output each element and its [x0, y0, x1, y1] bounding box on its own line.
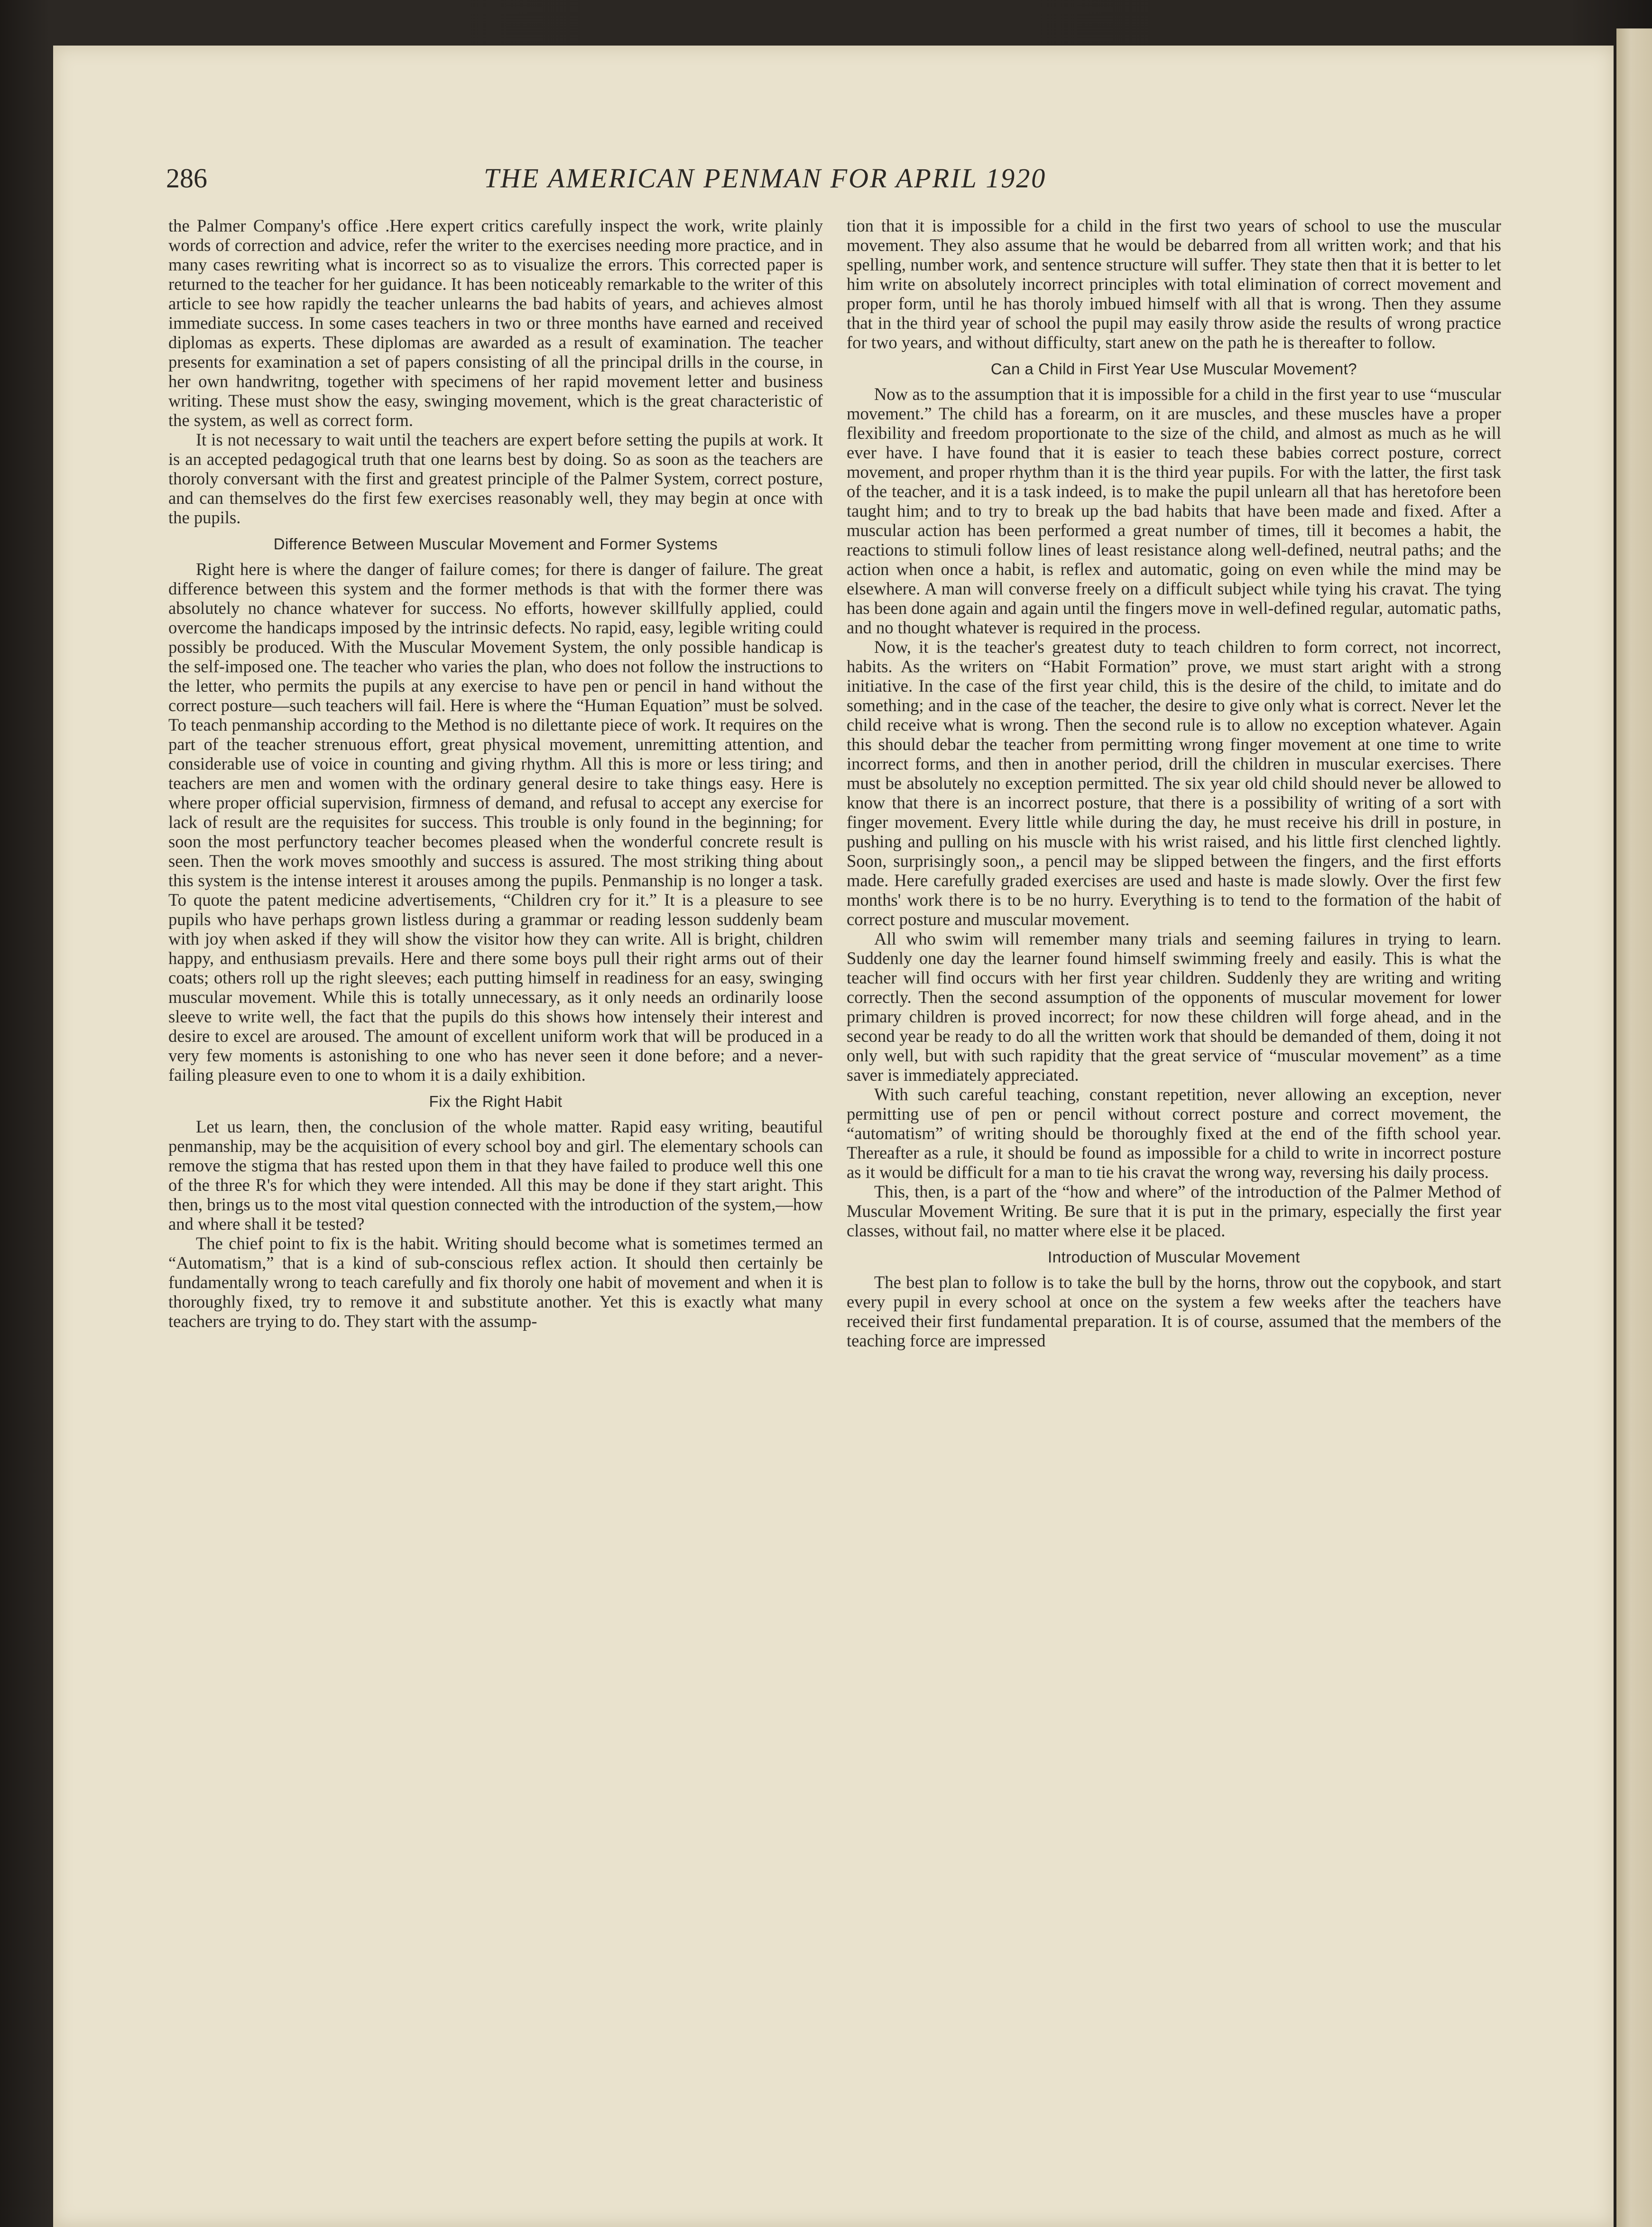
paragraph: Let us learn, then, the conclusion of the whole matter. Rapid easy writing, beautiful penmanship, may be the acquisition of every school boy and girl. The elementary schools can remove the stigma that has rested upon them in that they have failed to produce well this one of the three R's for which they were intended. All this may be done if they start aright. This then, brings us to the most vital question connected with the introduction of the system,—how and where shall it be tested? [168, 1117, 823, 1234]
paragraph: The best plan to follow is to take the bull by the horns, throw out the copybook, and start every pupil in every school at once on the system a few weeks after the teachers have received their first fundamental preparation. It is of course, assumed that the members of the teaching force are impressed [847, 1272, 1501, 1350]
paragraph: The chief point to fix is the habit. Writing should become what is sometimes termed an “Automatism,” that is a kind of sub-conscious reflex action. It should then certainly be fundamentally wrong to teach carefully and fix thoroly one habit of movement and when it is thoroughly fixed, try to remove it and substitute another. Yet this is exactly what many teachers are trying to do. They start with the assump- [168, 1234, 823, 1331]
section-heading: Can a Child in First Year Use Muscular Movement? [990, 360, 1357, 378]
paragraph: It is not necessary to wait until the teachers are expert before setting the pupils at work. It is an accepted pedagogical truth that one learns best by doing. So as soon as the teachers are thoroly conversant with the first and greatest principle of the Palmer System, correct posture, and can themselves do the first few exercises reasonably well, they may begin at once with the pupils. [168, 430, 823, 527]
section-heading: Fix the Right Habit [429, 1093, 563, 1110]
paragraph: the Palmer Company's office .Here expert critics carefully inspect the work, write plainly words of correction and advice, refer the writer to the exercises needing more practice, and in many cases rewriting what is incorrect so as to visualize the errors. This corrected paper is returned to the teacher for her guidance. It has been noticeably remarkable to the writer of this article to see how rapidly the teacher unlearns the bad habits of years, and achieves almost immediate success. In some cases teachers in two or three months have earned and received diplomas as experts. These diplomas are awarded as a result of examination. The teacher presents for examination a set of papers consisting of all the principal drills in the course, in her own handwritng, together with specimens of her rapid movement letter and business writing. These must show the easy, swinging movement, which is the great characteristic of the system, as well as correct form. [168, 216, 823, 430]
adjacent-page-edge [1616, 28, 1652, 2227]
paragraph: tion that it is impossible for a child in the first two years of school to use the muscular movement. They also assume that he would be debarred from all written work; and that his spelling, number work, and sentence structure will suffer. They state then that it is better to let him write on absolutely incorrect principles with total elimination of correct movement and proper form, until he has thoroly imbued himself with all that is wrong. Then they assume that in the third year of school the pupil may easily throw aside the results of wrong practice for two years, and without difficulty, start anew on the path he is thereafter to follow. [847, 216, 1501, 352]
page-number: 286 [166, 163, 207, 194]
paragraph: Right here is where the danger of failure comes; for there is danger of failure. The great difference between this system and the former methods is that with the former there was absolutely no chance whatever for success. No efforts, however skillfully applied, could overcome the handicaps imposed by the intrinsic defects. No rapid, easy, legible writing could possibly be produced. With the Muscular Movement System, the only possible handicap is the self-imposed one. The teacher who varies the plan, who does not follow the instructions to the letter, who permits the pupils at any exercise to have pen or pencil in hand without the correct posture—such teachers will fail. Here is where the “Human Equation” must be solved. To teach penmanship according to the Method is no dilettante piece of work. It requires on the part of the teacher strenuous effort, great physical movement, unremitting attention, and considerable use of voice in counting and giving rhythm. All this is more or less tiring; and teachers are men and women with the ordinary general desire to take things easy. Here is where proper official supervision, firmness of demand, and refusal to accept any exercise for lack of result are the requisites for success. This trouble is only found in the beginning; for soon the most perfunctory teacher becomes pleased when the wonderful concrete result is seen. Then the work moves smoothly and success is assured. The most striking thing about this system is the intense interest it arouses among the pupils. Penmanship is no longer a task. To quote the patent medicine advertisements, “Children cry for it.” It is a pleasure to see pupils who have perhaps grown listless during a grammar or reading lesson suddenly beam with joy when asked if they will show the visitor how they can write. All is bright, children happy, and enthusiasm prevails. Here and there some boys pull their right arms out of their coats; others roll up the right sleeves; each putting himself in readiness for an easy, swinging muscular movement. While this is totally unnecessary, as it only needs an ordinarily loose sleeve to write well, the fact that the pupils do this shows how intensely their interest and desire to excel are aroused. The amount of excellent uniform work that will be produced in a very few moments is astonishing to one who has never seen it done before; and a never-failing pleasure even to one to whom it is a daily exhibition. [168, 559, 823, 1085]
section-heading: Introduction of Muscular Movement [1048, 1248, 1300, 1266]
left-column [168, 216, 823, 2133]
page-header [166, 162, 1195, 205]
running-head: THE AMERICAN PENMAN FOR APRIL 1920 [484, 163, 1047, 194]
section-heading: Difference Between Muscular Movement and Former Systems [273, 535, 718, 553]
paragraph: With such careful teaching, constant repetition, never allowing an exception, never permitting use of pen or pencil without correct posture and correct movement, the “automatism” of writing should be thoroughly fixed at the end of the fifth school year. Thereafter as a rule, it should be found as impossible for a child to write in incorrect posture as it would be difficult for a man to tie his cravat the wrong way, reversing his daily process. [847, 1085, 1501, 1182]
paragraph: All who swim will remember many trials and seeming failures in trying to learn. Suddenly one day the learner found himself swimming freely and easily. This is what the teacher will find occurs with her first year children. Suddenly they are writing and writing correctly. Then the second assumption of the opponents of muscular movement for lower primary children is proved incorrect; for now these children will forge ahead, and in the second year be ready to do all the written work that should be demanded of them, doing it not only well, but with such rapidity that the great service of “muscular movement” as a time saver is immediately appreciated. [847, 929, 1501, 1085]
paragraph: This, then, is a part of the “how and where” of the introduction of the Palmer Method of Muscular Movement Writing. Be sure that it is put in the primary, especially the first year classes, without fail, no matter where else it be placed. [847, 1182, 1501, 1240]
paragraph: Now as to the assumption that it is impossible for a child in the first year to use “muscular movement.” The child has a forearm, on it are muscles, and these muscles have a proper flexibility and freedom proportionate to the size of the child, and almost as much as he will ever have. I have found that it is easier to teach these babies correct posture, correct movement, and proper rhythm than it is the third year pupils. For with the latter, the first task of the teacher, and it is a task indeed, is to make the pupil unlearn all that has heretofore been taught him; and to try to break up the bad habits that have been made and fixed. After a muscular action has been performed a great number of times, till it becomes a habit, the reactions to stimuli follow lines of least resistance along well-defined, neutral paths; and the action when once a habit, is reflex and automatic, going on even while the mind may be elsewhere. A man will converse freely on a difficult subject while tying his cravat. The tying has been done again and again until the fingers move in well-defined regular, automatic paths, and no thought whatever is required in the process. [847, 384, 1501, 637]
paragraph: Now, it is the teacher's greatest duty to teach children to form correct, not incorrect, habits. As the writers on “Habit Formation” prove, we must start aright with a strong initiative. In the case of the first year child, this is the desire of the child, to imitate and do something; and in the case of the teacher, the desire to give only what is correct. Never let the child receive what is wrong. Then the second rule is to allow no exception whatever. Again this should debar the teacher from permitting wrong finger movement at one time to write incorrect forms, and then in another period, drill the children in muscular exercises. There must be absolutely no exception permitted. The six year old child should never be allowed to know that there is an incorrect posture, that there is a possibility of writing of a sort with finger movement. Every little while during the day, he must receive his drill in posture, in pushing and pulling on his muscle with his wrist raised, and his little first clenched lightly. Soon, surprisingly soon,, a pencil may be slipped between the fingers, and the first efforts made. Here carefully graded exercises are used and haste is made slowly. Over the first few months' work there is to be no hurry. Everything is to tend to the formation of the habit of correct posture and muscular movement. [847, 637, 1501, 929]
right-column [847, 216, 1501, 2133]
